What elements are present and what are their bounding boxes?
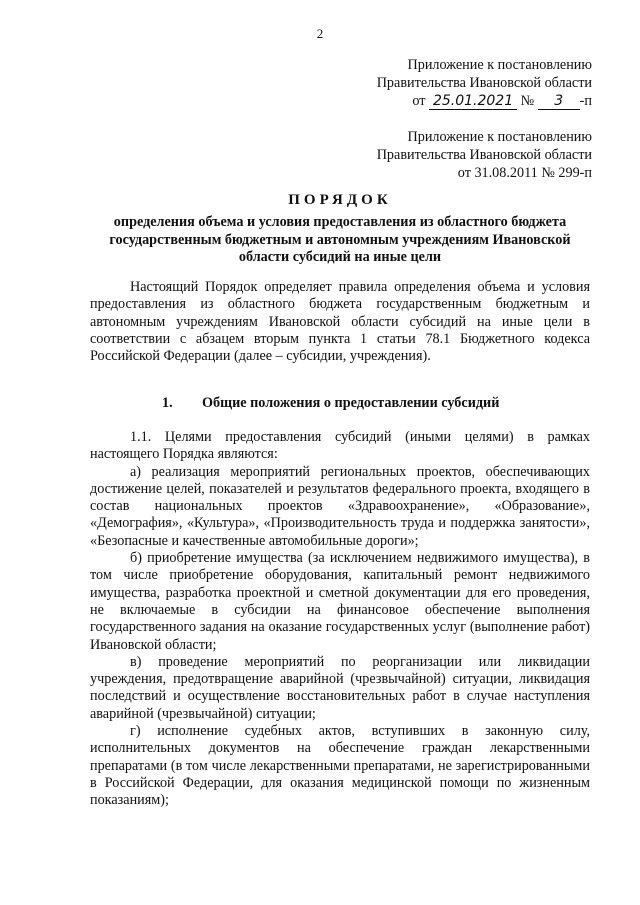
number-label: № [520,93,535,109]
number-suffix: -п [579,93,592,109]
handwritten-number: 3 [538,94,580,110]
approval-line: Приложение к постановлению [407,57,592,73]
intro-paragraph: Настоящий Порядок определяет правила определения объема и условия предоставления из областного бюджета государственным бюджетным и автономным учреждениям Ивановской области субсидий на иные цели в соответствии с абзацем вторым пункта 1 статьи 78.1 Бюджетного кодекса Российской Федерации (далее – субсидии, учреждения). [90,279,590,365]
paragraph-g: г) исполнение судебных актов, вступивших в законную силу, исполнительных документов на обеспечение граждан лекарственными препаратами (в том числе лекарственными препаратами, не зарегистрированными в Российской Федерации, для оказания медицинской помощи по жизненным показаниям); [90,723,590,809]
approval-line: Правительства Ивановской области [376,75,592,91]
approval-line: от 31.08.2011 № 299-п [457,165,592,181]
section-title: Общие положения о предоставлении субсидий [202,395,500,411]
approval-line: Приложение к постановлению [407,129,592,145]
title-subtitle: определения объема и условия предоставления из областного бюджета государственным бюджетным и автономным учреждениям Ивановской области субсидий на иные цели [109,214,571,265]
section-number: 1. [162,395,173,411]
intro-block [90,279,590,365]
approval-stamp-current [322,56,592,110]
approval-date-line [322,92,592,110]
paragraph-v: в) проведение мероприятий по реорганизации или ликвидации учреждения, предотвращение аварийной (чрезвычайной) ситуации, ликвидация последствий и осуществление восстановительных работ в случае наступления аварийной (чрезвычайной) ситуации; [90,653,590,722]
paragraph-a: а) реализация мероприятий региональных проектов, обеспечивающих достижение целей, показателей и результатов федерального проекта, входящего в состав национальных проектов «Здравоохранение», «Образование», «Демография», «Культура», «Производительность труда и поддержка занятости», «Безопасные и качественные автомобильные дороги»; [90,463,590,549]
from-label: от [412,93,426,109]
document-title [90,191,590,267]
section-body [90,429,590,810]
paragraph-b: б) приобретение имущества (за исключением недвижимого имущества), в том числе приобретение оборудования, капитальный ремонт недвижимого имущества, разработка проектной и сметной документации для его проведения, не включаемые в субсидии на финансовое обеспечение выполнения государственного задания на оказание государственных услуг (выполнение работ) Ивановской области; [90,550,590,653]
title-main: ПОРЯДОК [288,192,392,208]
handwritten-date: 25.01.2021 [429,94,517,110]
page-number: 2 [316,26,324,41]
approval-stamp-original [322,128,592,182]
approval-line: Правительства Ивановской области [376,147,592,163]
paragraph-1-1: 1.1. Целями предоставления субсидий (иными целями) в рамках настоящего Порядка являются: [90,429,590,463]
